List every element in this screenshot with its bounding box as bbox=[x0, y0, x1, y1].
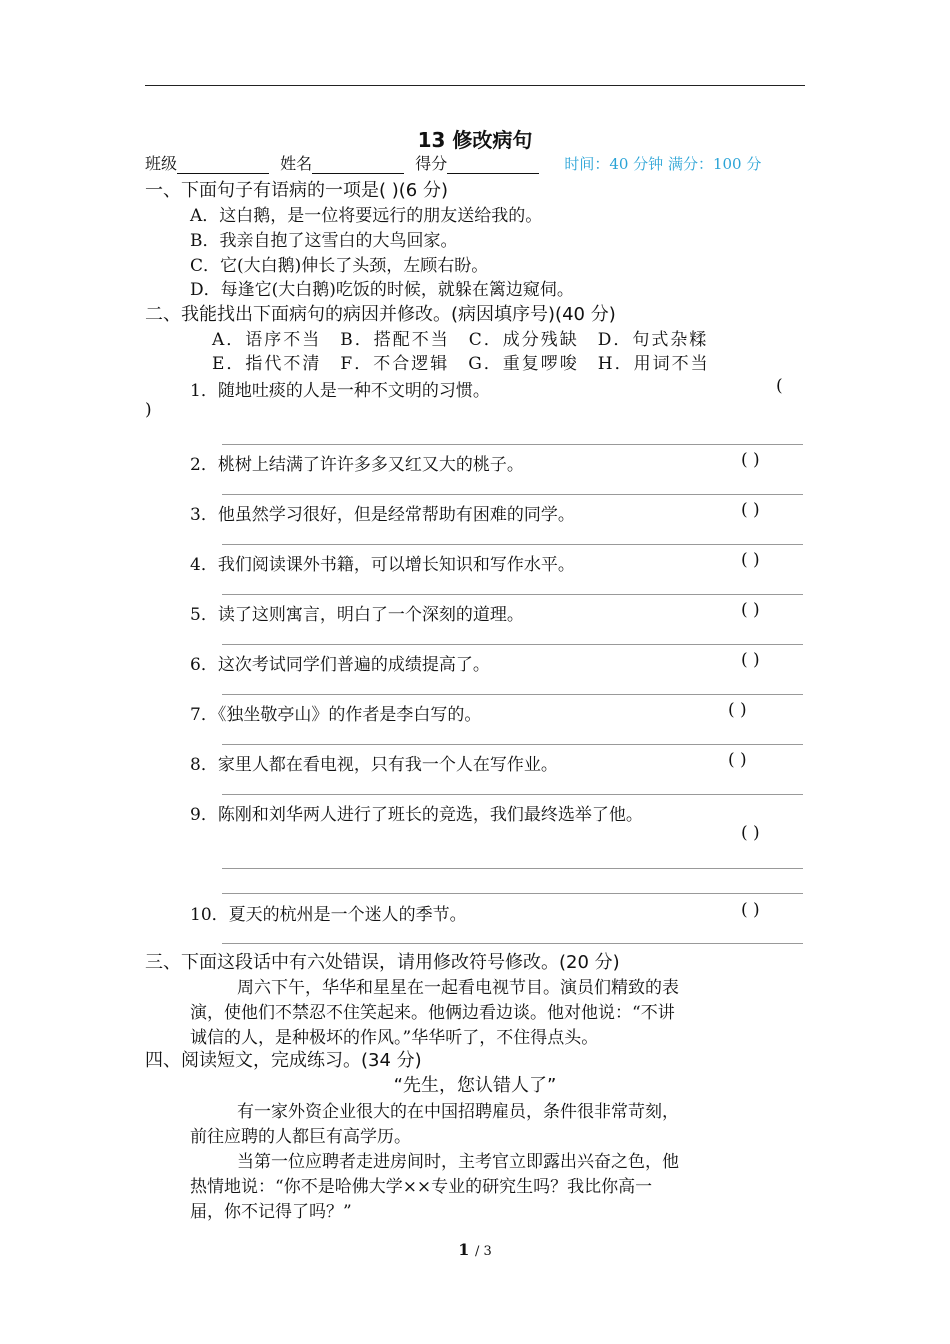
item-1-answer-line[interactable] bbox=[222, 444, 803, 445]
item-3-paren[interactable]: ( ) bbox=[741, 500, 760, 520]
item-9-answer-line-2[interactable] bbox=[222, 893, 803, 894]
section1-option-d: D．每逢它(大白鹅)吃饭的时候，就躲在篱边窥伺。 bbox=[190, 280, 574, 300]
item-6: 6．这次考试同学们普遍的成绩提高了。 bbox=[190, 655, 490, 675]
section1-heading: 一、下面句子有语病的一项是( )(6 分) bbox=[145, 180, 448, 201]
item-1-paren-close[interactable]: ) bbox=[145, 400, 152, 420]
name-label: 姓名 bbox=[280, 154, 313, 173]
item-10: 10．夏天的杭州是一个迷人的季节。 bbox=[190, 905, 467, 925]
item-5-paren[interactable]: ( ) bbox=[741, 600, 760, 620]
item-1-paren-open[interactable]: ( bbox=[776, 376, 783, 396]
item-10-paren[interactable]: ( ) bbox=[741, 900, 760, 920]
page-number bbox=[0, 1240, 950, 1259]
cause-options-row2: E．指代不清 F．不合逻辑 G．重复啰唆 H．用词不当 bbox=[212, 354, 710, 374]
item-8: 8．家里人都在看电视，只有我一个人在写作业。 bbox=[190, 755, 558, 775]
section1-option-a: A．这白鹅，是一位将要远行的朋友送给我的。 bbox=[190, 206, 543, 226]
section4-heading: 四、阅读短文，完成练习。(34 分) bbox=[145, 1050, 422, 1071]
item-8-answer-line[interactable] bbox=[222, 794, 803, 795]
section3-heading: 三、下面这段话中有六处错误，请用修改符号修改。(20 分) bbox=[145, 952, 620, 973]
item-7-paren[interactable]: ( ) bbox=[728, 700, 747, 720]
cause-options-row1: A．语序不当 B．搭配不当 C．成分残缺 D．句式杂糅 bbox=[212, 330, 709, 350]
item-8-paren[interactable]: ( ) bbox=[728, 750, 747, 770]
timing-note: 时间：40 分钟 满分：100 分 bbox=[564, 155, 762, 173]
score-label: 得分 bbox=[415, 154, 448, 173]
story-line-5: 届，你不记得了吗？” bbox=[190, 1202, 352, 1222]
section1-option-c: C．它(大白鹅)伸长了头颈，左顾右盼。 bbox=[190, 256, 489, 276]
item-6-paren[interactable]: ( ) bbox=[741, 650, 760, 670]
item-4-answer-line[interactable] bbox=[222, 594, 803, 595]
item-3: 3．他虽然学习很好，但是经常帮助有困难的同学。 bbox=[190, 505, 575, 525]
class-blank[interactable] bbox=[177, 157, 269, 174]
section3-line-1: 周六下午，华华和星星在一起看电视节目。演员们精致的表 bbox=[237, 978, 679, 998]
story-title: “先生，您认错人了” bbox=[393, 1075, 557, 1096]
item-1: 1．随地吐痰的人是一种不文明的习惯。 bbox=[190, 381, 490, 401]
item-5-answer-line[interactable] bbox=[222, 644, 803, 645]
section1-option-b: B．我亲自抱了这雪白的大鸟回家。 bbox=[190, 231, 458, 251]
item-4-paren[interactable]: ( ) bbox=[741, 550, 760, 570]
item-2-paren[interactable]: ( ) bbox=[741, 450, 760, 470]
item-2-answer-line[interactable] bbox=[222, 494, 803, 495]
item-7: 7．《独坐敬亭山》的作者是李白写的。 bbox=[190, 705, 482, 725]
section3-line-2: 演，使他们不禁忍不住笑起来。他俩边看边谈。他对他说：“不讲 bbox=[190, 1003, 675, 1023]
item-3-answer-line[interactable] bbox=[222, 544, 803, 545]
page-current: 1 bbox=[458, 1240, 470, 1259]
section3-line-3: 诚信的人，是种极坏的作风。”华华听了，不住得点头。 bbox=[190, 1028, 599, 1048]
item-4: 4．我们阅读课外书籍，可以增长知识和写作水平。 bbox=[190, 555, 575, 575]
story-line-1: 有一家外资企业很大的在中国招聘雇员，条件很非常苛刻， bbox=[237, 1102, 679, 1122]
item-6-answer-line[interactable] bbox=[222, 694, 803, 695]
item-2: 2．桃树上结满了许许多多又红又大的桃子。 bbox=[190, 455, 524, 475]
item-9-paren[interactable]: ( ) bbox=[741, 823, 760, 843]
item-10-answer-line[interactable] bbox=[222, 943, 803, 944]
page-title: 13 修改病句 bbox=[417, 128, 533, 152]
story-line-3: 当第一位应聘者走进房间时，主考官立即露出兴奋之色，他 bbox=[237, 1152, 679, 1172]
name-blank[interactable] bbox=[312, 157, 404, 174]
item-9: 9．陈刚和刘华两人进行了班长的竞选，我们最终选举了他。 bbox=[190, 805, 643, 825]
story-line-2: 前往应聘的人都巨有高学历。 bbox=[190, 1127, 411, 1147]
item-9-answer-line-1[interactable] bbox=[222, 868, 803, 869]
item-5: 5．读了这则寓言，明白了一个深刻的道理。 bbox=[190, 605, 524, 625]
student-info-row bbox=[145, 151, 761, 174]
page-total: / 3 bbox=[474, 1244, 492, 1259]
top-rule bbox=[145, 85, 805, 86]
score-blank[interactable] bbox=[447, 157, 539, 174]
story-line-4: 热情地说：“你不是哈佛大学××专业的研究生吗？我比你高一 bbox=[190, 1177, 653, 1197]
item-7-answer-line[interactable] bbox=[222, 744, 803, 745]
class-label: 班级 bbox=[145, 154, 178, 173]
section2-heading: 二、我能找出下面病句的病因并修改。(病因填序号)(40 分) bbox=[145, 304, 616, 325]
